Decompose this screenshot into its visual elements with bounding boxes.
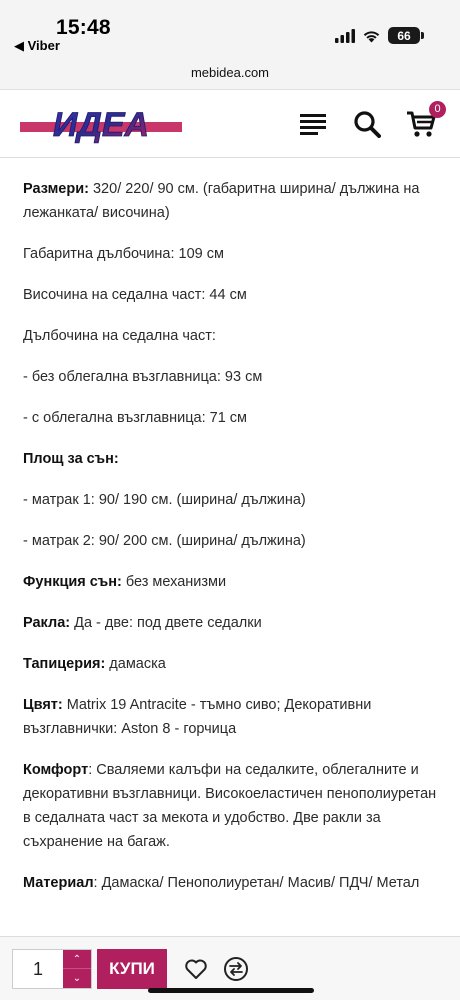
spec-sleep-area <box>23 447 443 471</box>
spec-seat-height <box>23 283 443 307</box>
header-icons <box>298 103 441 139</box>
status-icons <box>335 27 420 44</box>
spec-value: - матрак 1: 90/ 190 см. (ширина/ дължина) <box>23 492 306 508</box>
spec-value: без механизми <box>121 574 227 590</box>
quantity-stepper-controls <box>63 950 91 988</box>
spec-value: - матрак 2: 90/ 200 см. (ширина/ дължина) <box>23 533 306 549</box>
spec-label: Комфорт <box>23 762 89 778</box>
battery-indicator: 66 <box>388 27 420 44</box>
spec-storage <box>23 611 443 635</box>
spec-depth-with-cushion <box>23 406 443 430</box>
spec-label: Тапицерия: <box>23 656 106 672</box>
spec-value: 320/ 220/ 90 см. (габаритна ширина/ дължина на лежанката/ височина) <box>23 181 420 221</box>
spec-sleep-function <box>23 570 443 594</box>
status-time: 15:48 <box>56 16 111 39</box>
spec-seat-depth <box>23 324 443 348</box>
menu-icon <box>300 113 326 135</box>
search-icon <box>353 110 381 138</box>
cart-count-badge: 0 <box>429 101 446 118</box>
spec-dimensions <box>23 177 443 225</box>
site-header <box>0 90 460 158</box>
quantity-decrease-button[interactable]: ⌄ <box>72 973 82 984</box>
wishlist-button[interactable] <box>184 957 208 981</box>
buy-button[interactable]: КУПИ <box>97 949 167 989</box>
spec-color <box>23 693 443 741</box>
spec-upholstery <box>23 652 443 676</box>
spec-value: Matrix 19 Antracite - тъмно сиво; Декоративни възглавнички: Aston 8 - горчица <box>23 697 372 737</box>
cart-button[interactable] <box>406 103 441 139</box>
home-indicator <box>148 988 314 993</box>
quantity-increase-button[interactable]: ⌃ <box>63 950 91 969</box>
spec-comfort <box>23 758 443 854</box>
spec-value: : Сваляеми калъфи на седалките, облегалните и декоративни възглавници. Високоеластичен пенополиуретан в седалната част за мекота и удобство. Две ракли за съхранение на багаж. <box>23 762 437 850</box>
status-bar <box>0 0 460 60</box>
spec-material <box>23 871 443 895</box>
site-logo[interactable] <box>16 104 186 144</box>
spec-label: Площ за сън: <box>23 451 119 467</box>
product-specifications <box>23 160 443 895</box>
wifi-icon <box>362 29 381 43</box>
spec-mattress-1 <box>23 488 443 512</box>
compare-icon <box>223 956 249 982</box>
spec-value: Да - две: под двете седалки <box>70 615 262 631</box>
quantity-input[interactable]: 1 <box>32 959 43 979</box>
spec-value: - с облегална възглавница: 71 см <box>23 410 248 426</box>
spec-value: дамаска <box>105 656 166 672</box>
back-to-app-link[interactable]: ◀ Viber <box>14 38 60 53</box>
url-bar[interactable]: mebidea.com <box>0 60 460 90</box>
svg-text:ИДЕА: ИДЕА <box>52 106 150 144</box>
search-button[interactable] <box>352 109 382 139</box>
signal-icon <box>335 29 355 43</box>
spec-value: Габаритна дълбочина: 109 см <box>23 246 224 262</box>
spec-depth-no-cushion <box>23 365 443 389</box>
spec-label: Функция сън: <box>23 574 122 590</box>
menu-button[interactable] <box>298 109 328 139</box>
spec-value: Височина на седална част: 44 см <box>23 287 247 303</box>
spec-overall-depth <box>23 242 443 266</box>
spec-label: Размери: <box>23 181 89 197</box>
spec-label: Цвят: <box>23 697 63 713</box>
heart-icon <box>184 957 208 981</box>
quantity-stepper <box>12 949 92 989</box>
compare-button[interactable] <box>223 956 249 982</box>
spec-mattress-2 <box>23 529 443 553</box>
spec-value: - без облегална възглавница: 93 см <box>23 369 263 385</box>
spec-label: Ракла: <box>23 615 71 631</box>
spec-label: Материал <box>23 875 94 891</box>
spec-value: Дълбочина на седална част: <box>23 328 216 344</box>
spec-value: : Дамаска/ Пенополиуретан/ Масив/ ПДЧ/ Метал <box>93 875 420 891</box>
